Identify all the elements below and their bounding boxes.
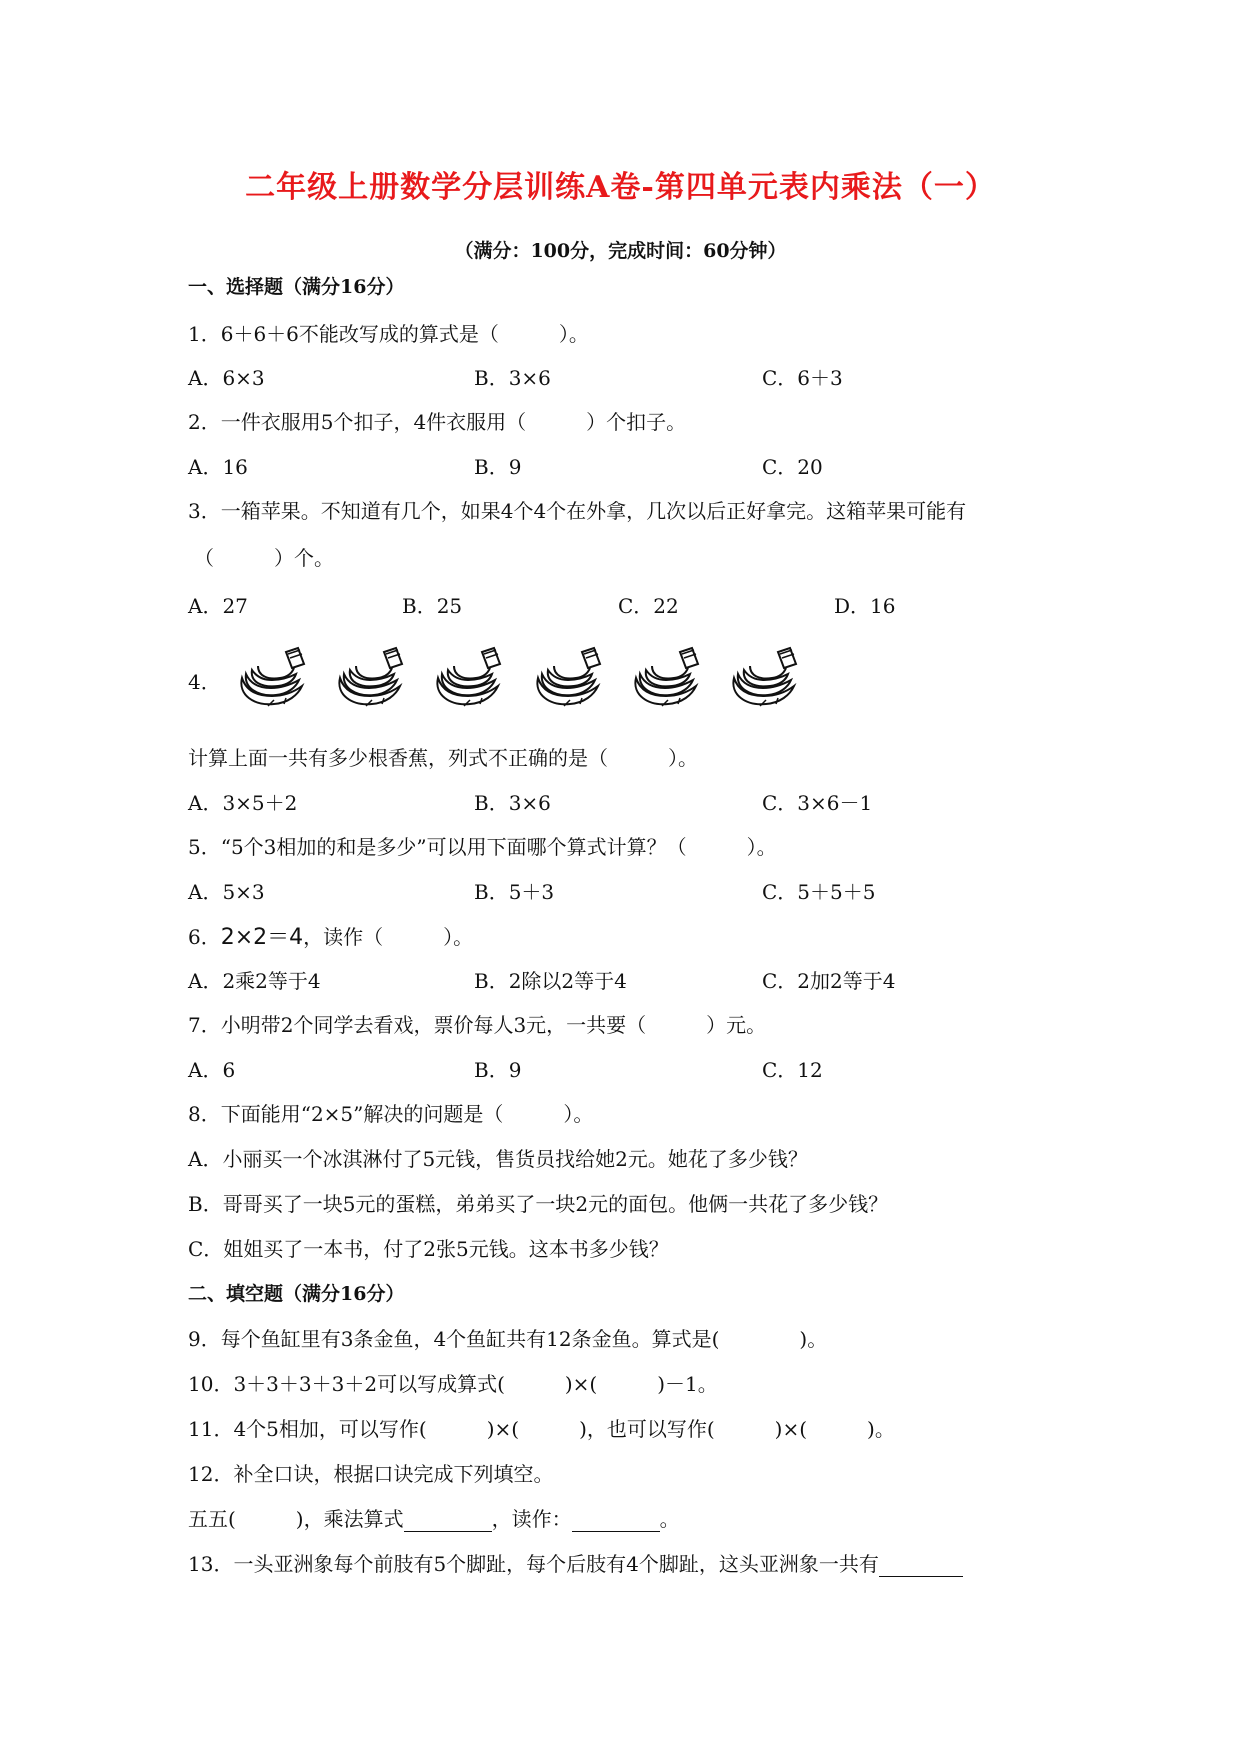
q6-option-c: C．2加2等于4 bbox=[762, 969, 896, 993]
q2-option-c: C．20 bbox=[762, 455, 823, 479]
q12-part-2: ，读作： bbox=[491, 1507, 572, 1531]
question-3-cont: （ ）个。 bbox=[194, 546, 334, 570]
question-12-fill bbox=[188, 1503, 680, 1532]
q3-option-c: C．22 bbox=[618, 594, 679, 618]
question-6-text: ，读作（ ）。 bbox=[303, 925, 474, 949]
q8-option-a: A．小丽买一个冰淇淋付了5元钱，售货员找给她2元。她花了多少钱？ bbox=[188, 1147, 808, 1171]
question-2: 2．一件衣服用5个扣子，4件衣服用（ ）个扣子。 bbox=[188, 410, 687, 434]
banana-bunch-icon bbox=[228, 640, 308, 712]
question-10: 10．3＋3＋3＋3＋2可以写成算式( )×( )－1。 bbox=[188, 1372, 718, 1396]
q2-option-b: B．9 bbox=[474, 455, 522, 479]
banana-bunch-icon bbox=[720, 640, 800, 712]
question-7: 7．小明带2个同学去看戏，票价每人3元，一共要（ ）元。 bbox=[188, 1013, 767, 1037]
q3-option-a: A．27 bbox=[188, 594, 248, 618]
q8-option-b: B．哥哥买了一块5元的蛋糕，弟弟买了一块2元的面包。他俩一共花了多少钱？ bbox=[188, 1192, 889, 1216]
page-title: 二年级上册数学分层训练A卷-第四单元表内乘法（一） bbox=[245, 170, 996, 205]
q5-option-a: A．5×3 bbox=[188, 880, 265, 904]
answer-blank[interactable] bbox=[404, 1507, 492, 1532]
q2-option-a: A．16 bbox=[188, 455, 248, 479]
q7-option-a: A．6 bbox=[188, 1058, 236, 1082]
q7-option-b: B．9 bbox=[474, 1058, 522, 1082]
q12-part-3: 。 bbox=[659, 1507, 680, 1531]
answer-blank[interactable] bbox=[879, 1552, 963, 1577]
q4-option-c: C．3×6－1 bbox=[762, 791, 873, 815]
q3-option-d: D．16 bbox=[834, 594, 896, 618]
q5-option-c: C．5＋5＋5 bbox=[762, 880, 876, 904]
question-13 bbox=[188, 1548, 963, 1577]
question-6-number: 6． bbox=[188, 925, 221, 949]
q7-option-c: C．12 bbox=[762, 1058, 823, 1082]
q5-option-b: B．5＋3 bbox=[474, 880, 555, 904]
banana-bunch-icon bbox=[524, 640, 604, 712]
question-3: 3．一箱苹果。不知道有几个，如果4个4个在外拿，几次以后正好拿完。这箱苹果可能有 bbox=[188, 499, 967, 523]
q12-part-1: 五五( )，乘法算式 bbox=[188, 1507, 404, 1531]
banana-bunch-icon bbox=[622, 640, 702, 712]
banana-bunch-icon bbox=[326, 640, 406, 712]
q6-option-b: B．2除以2等于4 bbox=[474, 969, 627, 993]
q8-option-c: C．姐姐买了一本书，付了2张5元钱。这本书多少钱？ bbox=[188, 1237, 669, 1261]
section-heading-choice: 一、选择题（满分16分） bbox=[188, 276, 405, 298]
q4-option-a: A．3×5＋2 bbox=[188, 791, 298, 815]
question-9: 9．每个鱼缸里有3条金鱼，4个鱼缸共有12条金鱼。算式是( )。 bbox=[188, 1327, 828, 1351]
section-heading-fill: 二、填空题（满分16分） bbox=[188, 1283, 405, 1305]
question-5: 5．“5个3相加的和是多少”可以用下面哪个算式计算？（ ）。 bbox=[188, 835, 777, 859]
question-13-text: 13．一头亚洲象每个前肢有5个脚趾，每个后肢有4个脚趾，这头亚洲象一共有 bbox=[188, 1552, 879, 1576]
q6-option-a: A．2乘2等于4 bbox=[188, 969, 321, 993]
question-6-equation: 2×2＝4 bbox=[220, 925, 304, 950]
banana-bunch-icon bbox=[424, 640, 504, 712]
q1-option-b: B．3×6 bbox=[474, 366, 551, 390]
question-11: 11．4个5相加，可以写作( )×( )，也可以写作( )×( )。 bbox=[188, 1417, 895, 1441]
page-subtitle: （满分：100分，完成时间：60分钟） bbox=[454, 240, 787, 262]
question-6 bbox=[188, 920, 473, 951]
question-8: 8．下面能用“2×5”解决的问题是（ ）。 bbox=[188, 1102, 594, 1126]
answer-blank[interactable] bbox=[572, 1507, 660, 1532]
q4-option-b: B．3×6 bbox=[474, 791, 551, 815]
question-12: 12．补全口诀，根据口诀完成下列填空。 bbox=[188, 1462, 554, 1486]
q1-option-a: A．6×3 bbox=[188, 366, 265, 390]
q1-option-c: C．6＋3 bbox=[762, 366, 843, 390]
question-1: 1．6＋6＋6不能改写成的算式是（ ）。 bbox=[188, 322, 589, 346]
question-4: 计算上面一共有多少根香蕉，列式不正确的是（ ）。 bbox=[188, 746, 698, 770]
question-4-number: 4． bbox=[188, 670, 221, 694]
q3-option-b: B．25 bbox=[402, 594, 463, 618]
